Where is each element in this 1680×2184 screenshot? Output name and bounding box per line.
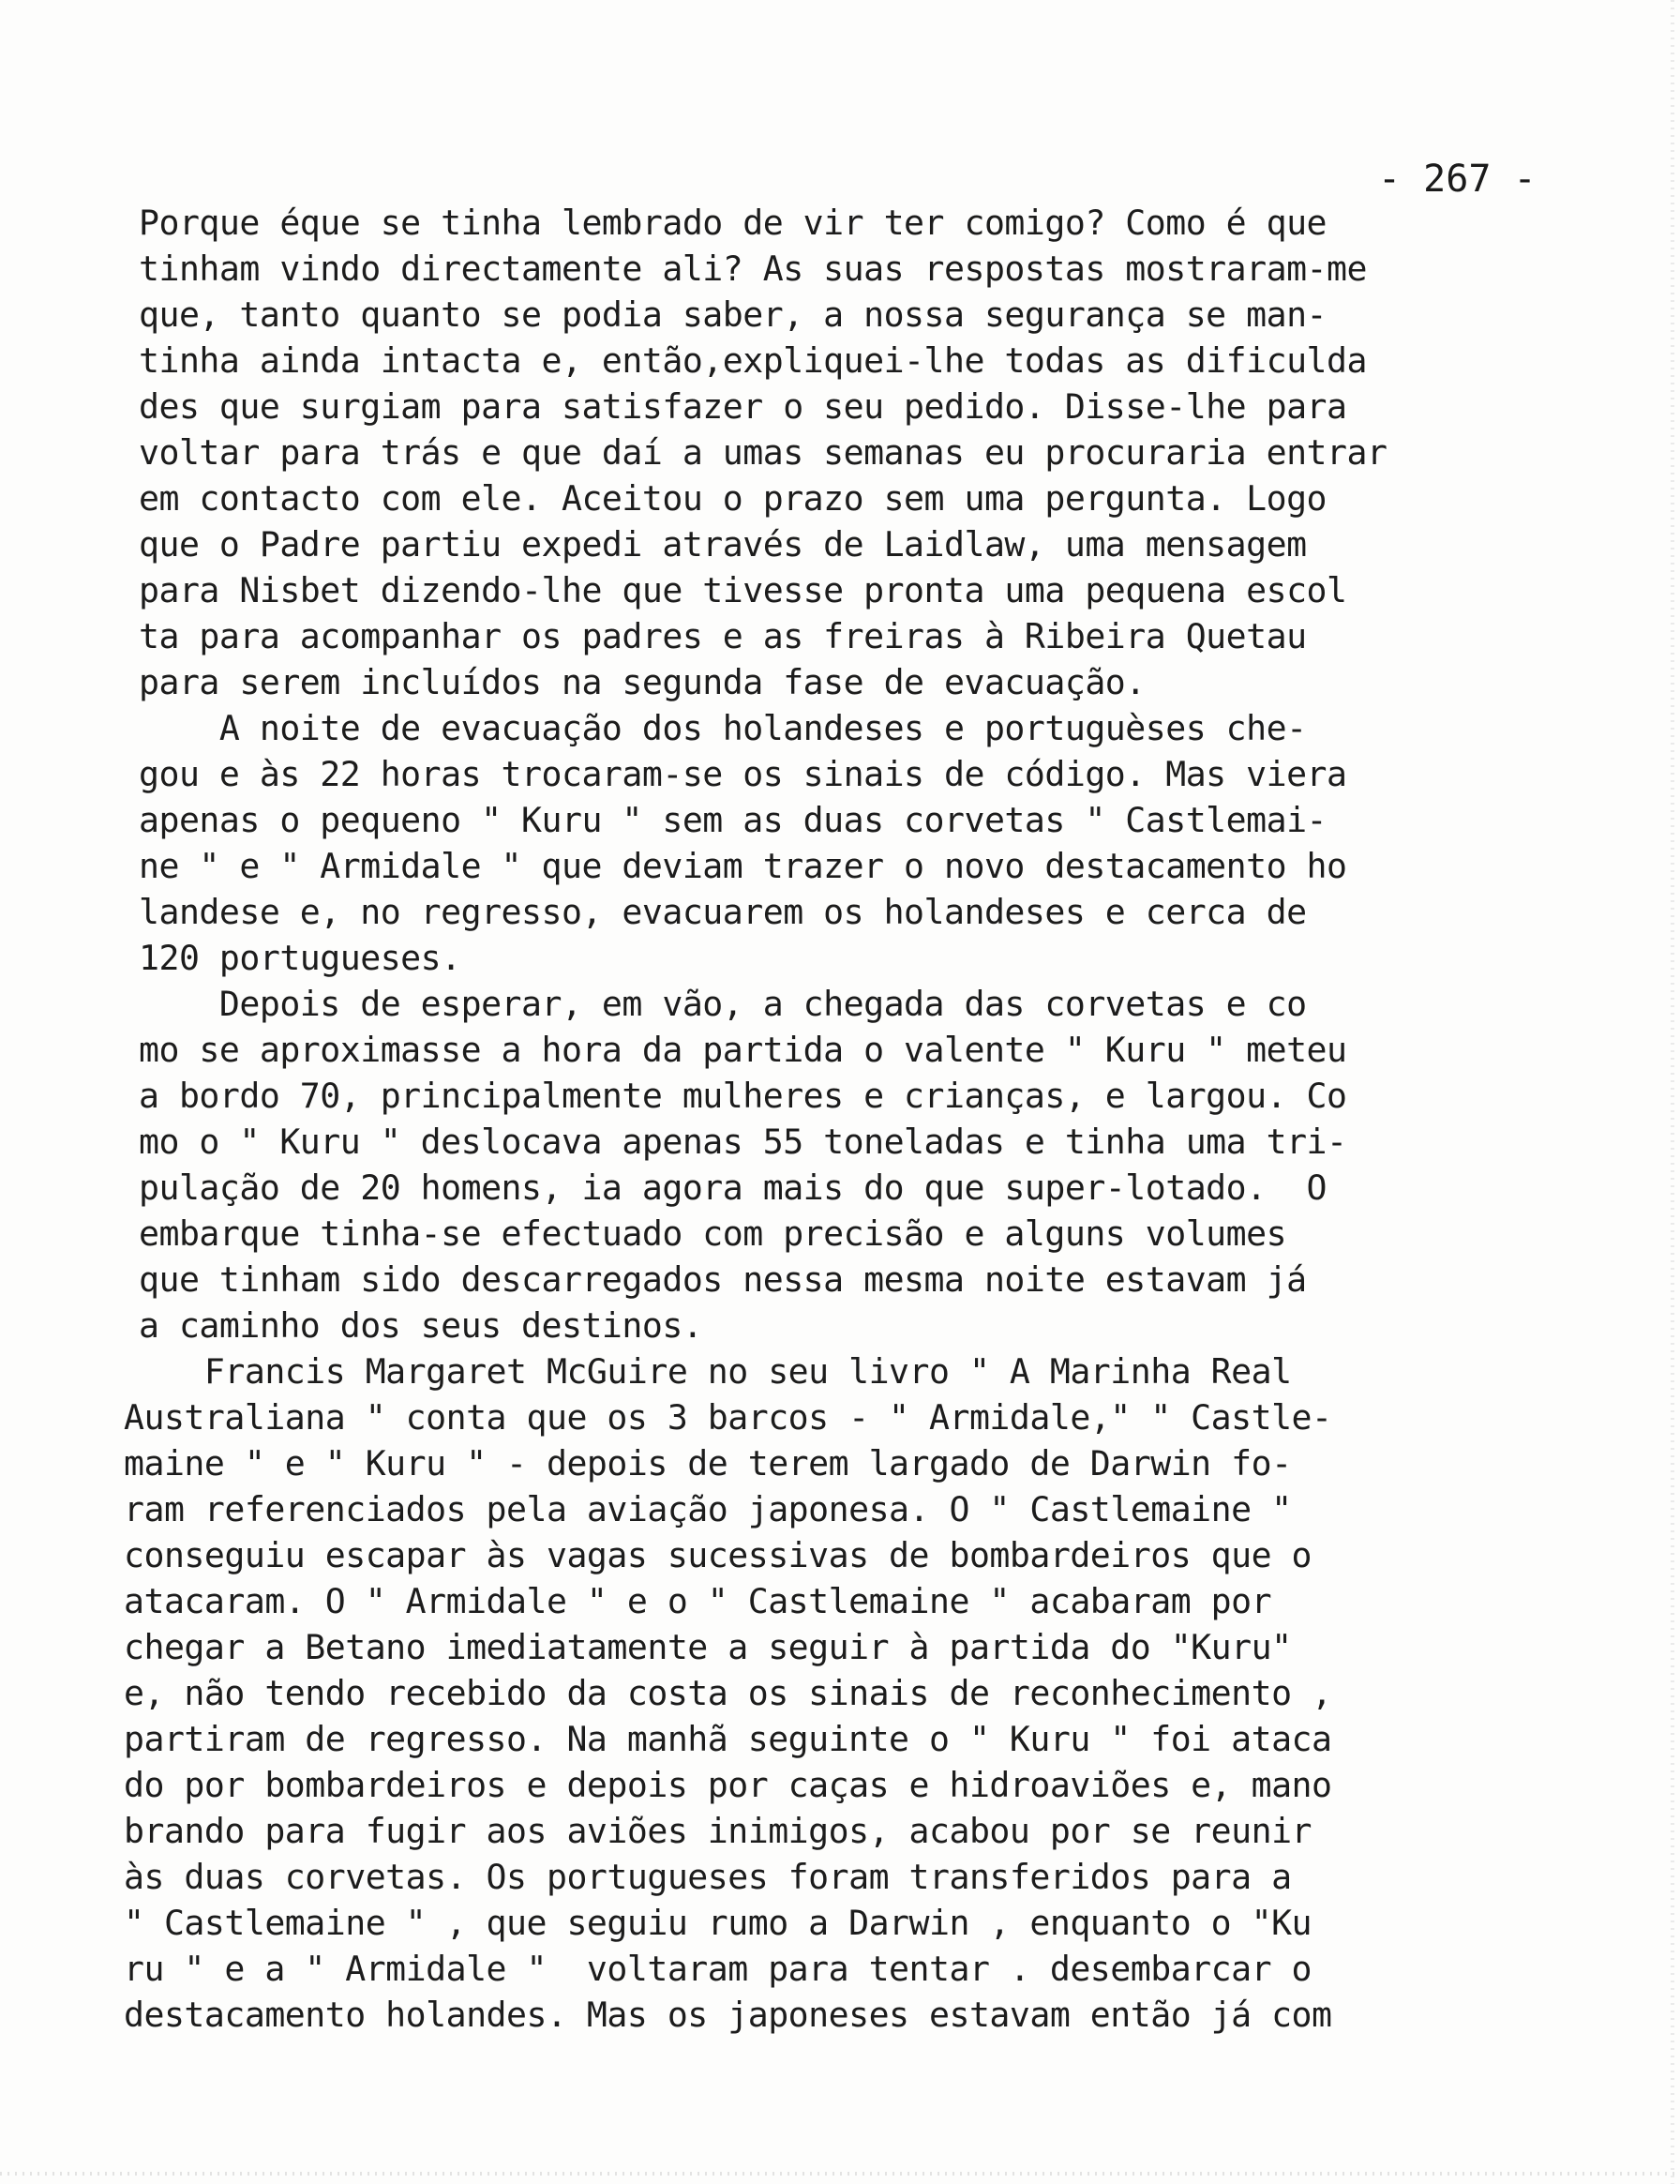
page-number: - 267 -	[1378, 158, 1537, 201]
text-line-3: que, tanto quanto se podia saber, a nossa segurança se man-	[139, 294, 1328, 335]
text-line-30: conseguiu escapar às vagas sucessivas de bombardeiros que o	[124, 1535, 1312, 1575]
text-line-2: tinham vindo directamente ali? As suas respostas mostraram-me	[139, 249, 1367, 289]
text-line-31: atacaram. O " Armidale " e o " Castlemaine " acabaram por	[124, 1581, 1272, 1621]
text-line-18: Depois de esperar, em vão, a chegada das corvetas e co	[139, 984, 1307, 1024]
text-line-7: em contacto com ele. Aceitou o prazo sem uma pergunta. Logo	[139, 478, 1328, 519]
text-line-17: 120 portugueses.	[139, 938, 461, 978]
text-line-10: ta para acompanhar os padres e as freiras à Ribeira Quetau	[139, 616, 1307, 656]
text-line-12: A noite de evacuação dos holandeses e portuguèses che-	[139, 708, 1307, 748]
text-line-15: ne " e " Armidale " que deviam trazer o novo destacamento ho	[139, 846, 1347, 886]
text-line-39: ru " e a " Armidale " voltaram para tentar . desembarcar o	[124, 1949, 1312, 1989]
text-line-8: que o Padre partiu expedi através de Laidlaw, uma mensagem	[139, 524, 1307, 565]
scan-edge-right	[1671, 0, 1674, 2184]
text-line-19: mo se aproximasse a hora da partida o valente " Kuru " meteu	[139, 1030, 1347, 1070]
text-line-25: a caminho dos seus destinos.	[139, 1305, 703, 1346]
text-line-32: chegar a Betano imediatamente a seguir à partida do "Kuru"	[124, 1627, 1292, 1667]
text-line-26: Francis Margaret McGuire no seu livro " A Marinha Real	[124, 1351, 1292, 1392]
text-line-11: para serem incluídos na segunda fase de evacuação.	[139, 662, 1146, 702]
text-line-1: Porque éque se tinha lembrado de vir ter comigo? Como é que	[139, 203, 1328, 243]
text-line-24: que tinham sido descarregados nessa mesma noite estavam já	[139, 1259, 1307, 1300]
text-line-6: voltar para trás e que daí a umas semanas eu procuraria entrar	[139, 432, 1388, 473]
text-line-35: do por bombardeiros e depois por caças e hidroaviões e, mano	[124, 1765, 1332, 1805]
text-line-38: " Castlemaine " , que seguiu rumo a Darwin , enquanto o "Ku	[124, 1903, 1312, 1943]
text-line-33: e, não tendo recebido da costa os sinais de reconhecimento ,	[124, 1673, 1332, 1713]
text-line-37: às duas corvetas. Os portugueses foram transferidos para a	[124, 1857, 1292, 1897]
text-line-23: embarque tinha-se efectuado com precisão e alguns volumes	[139, 1213, 1287, 1254]
text-line-13: gou e às 22 horas trocaram-se os sinais de código. Mas viera	[139, 754, 1347, 794]
text-line-36: brando para fugir aos aviões inimigos, acabou por se reunir	[124, 1811, 1312, 1851]
text-line-20: a bordo 70, principalmente mulheres e crianças, e largou. Co	[139, 1076, 1347, 1116]
scan-edge-bottom	[0, 2172, 1680, 2176]
text-line-5: des que surgiam para satisfazer o seu pedido. Disse-lhe para	[139, 386, 1347, 427]
text-line-40: destacamento holandes. Mas os japoneses estavam então já com	[124, 1995, 1332, 2035]
text-line-16: landese e, no regresso, evacuarem os holandeses e cerca de	[139, 892, 1307, 932]
text-line-21: mo o " Kuru " deslocava apenas 55 toneladas e tinha uma tri-	[139, 1122, 1347, 1162]
text-line-4: tinha ainda intacta e, então,expliquei-lhe todas as dificulda	[139, 340, 1367, 381]
text-line-9: para Nisbet dizendo-lhe que tivesse pronta uma pequena escol	[139, 570, 1347, 610]
text-line-34: partiram de regresso. Na manhã seguinte o " Kuru " foi ataca	[124, 1719, 1332, 1759]
text-line-14: apenas o pequeno " Kuru " sem as duas corvetas " Castlemai-	[139, 800, 1328, 840]
text-line-28: maine " e " Kuru " - depois de terem largado de Darwin fo-	[124, 1443, 1292, 1484]
text-line-22: pulação de 20 homens, ia agora mais do que super-lotado. O	[139, 1167, 1328, 1208]
text-line-27: Australiana " conta que os 3 barcos - " Armidale," " Castle-	[124, 1397, 1332, 1438]
text-line-29: ram referenciados pela aviação japonesa. O " Castlemaine "	[124, 1489, 1292, 1529]
